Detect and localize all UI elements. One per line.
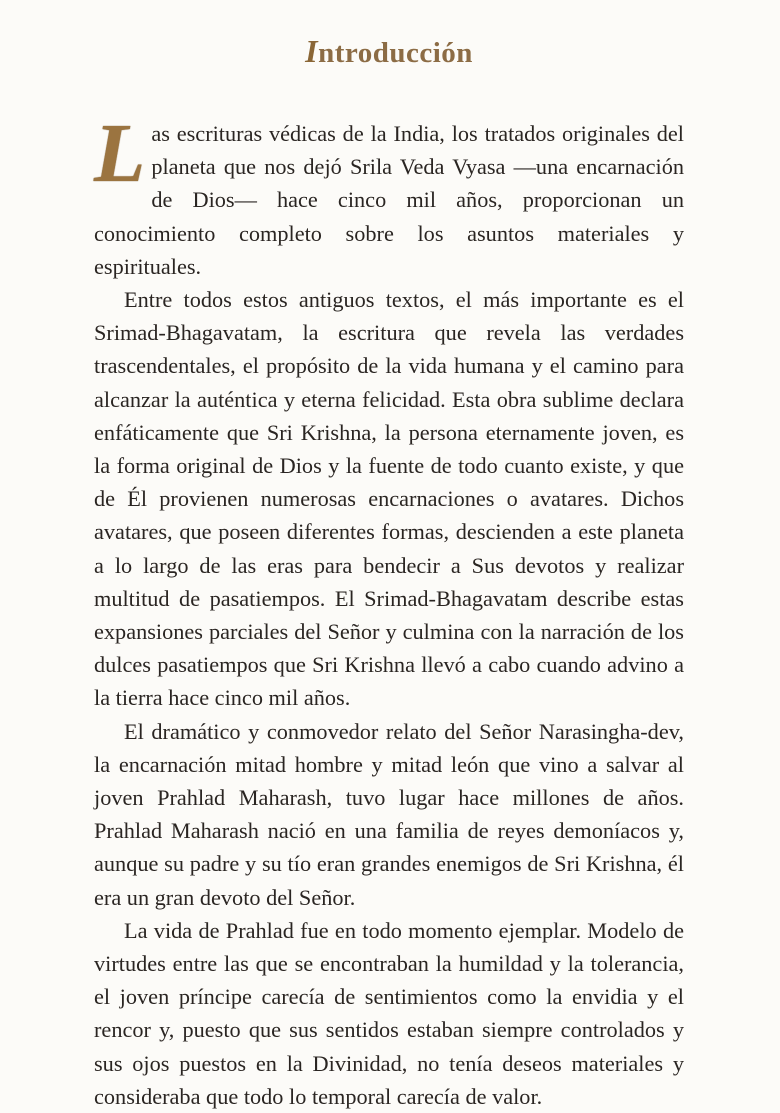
ornamental-dropcap: L [94,107,146,200]
paragraph-3: El dramático y conmovedor relato del Señor Narasingha-dev, la encarnación mitad hombre y mitad león que vino a salvar al joven Prahlad Maharash, tuvo lugar hace millones de años. Prahlad Maharash nació en una familia de reyes demoníacos y, aunque su padre y su tío eran grandes enemigos de Sri Krishna, él era un gran devoto del Señor. [94,718,684,910]
paragraph-4: La vida de Prahlad fue en todo momento ejemplar. Modelo de virtudes entre las que se encontraban la humildad y la tolerancia, el joven príncipe carecía de sentimientos como la envidia y el rencor y, puesto que sus sentidos estaban siempre controlados y sus ojos puestos en la Divinidad, no tenía deseos materiales y consideraba que todo lo temporal carecía de valor. [94,917,684,1109]
paragraph-1 [94,107,684,283]
body-text [94,107,684,1113]
chapter-title [94,33,684,70]
title-rest: ntroducción [318,37,473,70]
paragraph-1-text: as escrituras védicas de la India, los tratados originales del planeta que nos dejó Srila Veda Vyasa —una encarnación de Dios— hace cinco mil años, proporcionan un conocimiento completo sobre los asuntos materiales y espirituales. [94,121,684,279]
paragraph-2: Entre todos estos antiguos textos, el más importante es el Srimad-Bhagavatam, la escritura que revela las verdades trascendentales, el propósito de la vida humana y el camino para alcanzar la auténtica y eterna felicidad. Esta obra sublime declara enfáticamente que Sri Krishna, la persona eternamente joven, es la forma original de Dios y la fuente de todo cuanto existe, y que de Él provienen numerosas encarnaciones o avatares. Dichos avatares, que poseen diferentes formas, descienden a este planeta a lo largo de las eras para bendecir a Sus devotos y realizar multitud de pasatiempos. El Srimad-Bhagavatam describe estas expansiones parciales del Señor y culmina con la narración de los dulces pasatiempos que Sri Krishna llevó a cabo cuando advino a la tierra hace cinco mil años. [94,287,684,711]
title-ornamental-initial: I [305,33,319,70]
